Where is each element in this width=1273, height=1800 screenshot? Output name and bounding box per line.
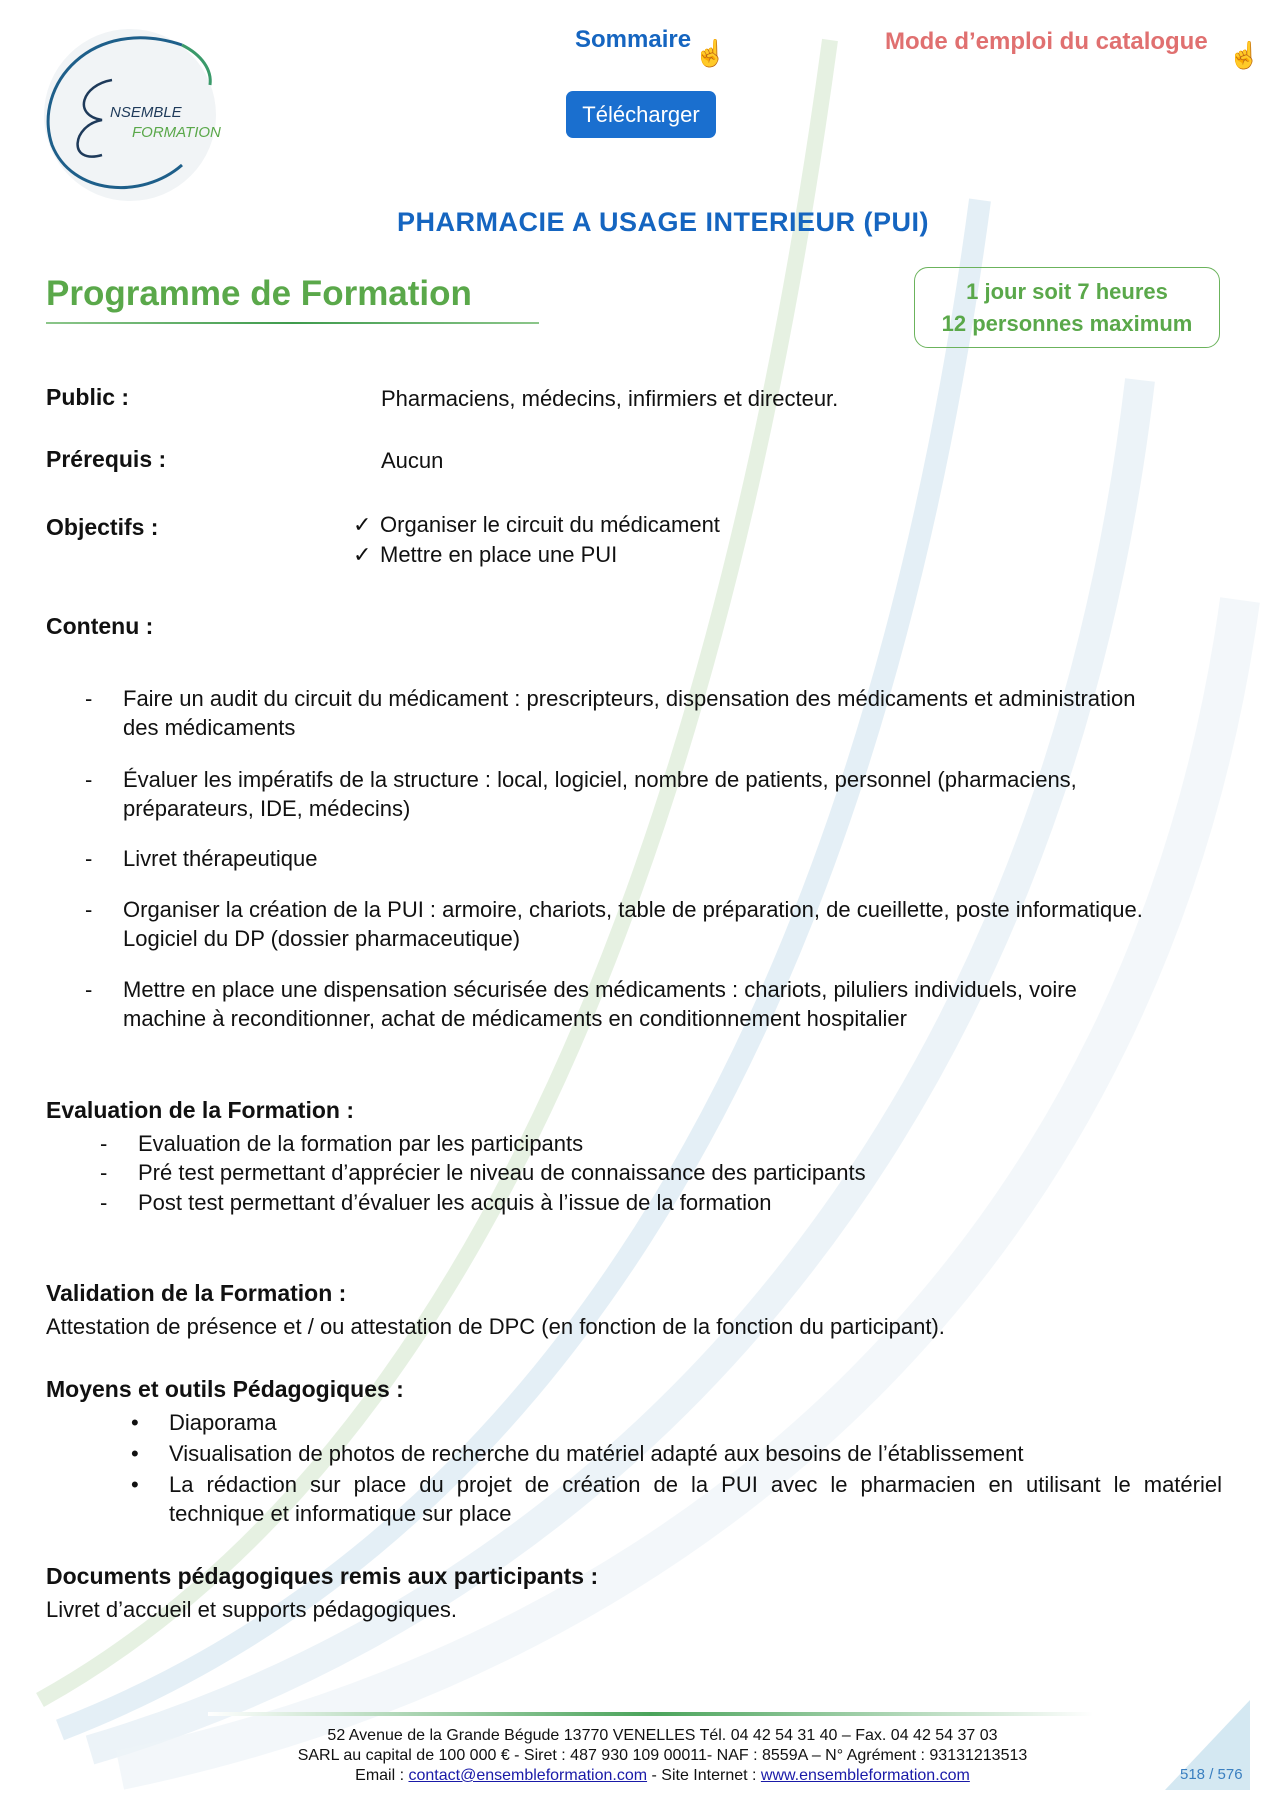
prerequis-label: Prérequis : <box>46 446 167 472</box>
evaluation-dash: - <box>100 1190 108 1215</box>
moyens-item: Visualisation de photos de recherche du matériel adapté aux besoins de l’établissement <box>169 1441 1024 1466</box>
footer-legal: SARL au capital de 100 000 € - Siret : 487 930 109 00011- NAF : 8559A – N° Agrément : 93131213513 <box>297 1747 1028 1764</box>
line: machine à reconditionner, achat de médicaments en conditionnement hospitalier <box>123 1006 907 1031</box>
line: Évaluer les impératifs de la structure : local, logiciel, nombre de patients, personnel (pharmaciens, <box>123 767 1077 792</box>
page-number: 518 / 576 <box>1180 1766 1243 1783</box>
validation-label: Validation de la Formation : <box>46 1280 347 1306</box>
website-link[interactable]: www.ensembleformation.com <box>760 1767 970 1784</box>
bullet-icon: • <box>131 1472 139 1497</box>
moyens-item: Diaporama <box>169 1410 277 1435</box>
capacity-text: 12 personnes maximum <box>941 310 1193 336</box>
line: des médicaments <box>123 715 296 740</box>
hand-pointer-icon: ☝ <box>694 38 727 68</box>
line: technique et informatique sur place <box>169 1501 512 1526</box>
duration-text: 1 jour soit 7 heures <box>966 278 1168 304</box>
check-icon: ✓ <box>353 542 372 567</box>
sommaire-link[interactable]: Sommaire <box>575 26 692 53</box>
svg-text:FORMATION: FORMATION <box>132 124 221 141</box>
evaluation-item: Post test permettant d’évaluer les acquis à l’issue de la formation <box>138 1190 772 1215</box>
contenu-item <box>123 895 1143 953</box>
site-label: - Site Internet : <box>647 1767 761 1784</box>
line: Logiciel du DP (dossier pharmaceutique) <box>123 926 521 951</box>
email-link[interactable]: contact@ensembleformation.com <box>408 1767 648 1784</box>
public-value: Pharmaciens, médecins, infirmiers et directeur. <box>381 386 839 411</box>
page-title: PHARMACIE A USAGE INTERIEUR (PUI) <box>396 207 930 237</box>
mode-emploi-link[interactable]: Mode d’emploi du catalogue <box>885 28 1208 55</box>
evaluation-dash: - <box>100 1160 108 1185</box>
line: Faire un audit du circuit du médicament : prescripteurs, dispensation des médicaments et administration <box>123 686 1136 711</box>
public-label: Public : <box>46 384 130 410</box>
footer-address: 52 Avenue de la Grande Bégude 13770 VENELLES Tél. 04 42 54 31 40 – Fax. 04 42 54 37 03 <box>327 1727 998 1744</box>
documents-text: Livret d’accueil et supports pédagogiques. <box>46 1597 457 1622</box>
telecharger-button[interactable]: Télécharger <box>566 91 716 138</box>
moyens-label: Moyens et outils Pédagogiques : <box>46 1376 404 1402</box>
evaluation-dash: - <box>100 1131 108 1156</box>
email-label: Email : <box>355 1767 409 1784</box>
contenu-item <box>123 844 317 873</box>
contenu-label: Contenu : <box>46 613 154 639</box>
line: préparateurs, IDE, médecins) <box>123 796 411 821</box>
svg-text:NSEMBLE: NSEMBLE <box>110 104 182 121</box>
bullet-icon: • <box>131 1410 139 1435</box>
objectif-item: Mettre en place une PUI <box>380 542 618 567</box>
objectifs-label: Objectifs : <box>46 514 159 540</box>
evaluation-item: Evaluation de la formation par les participants <box>138 1131 584 1156</box>
line: Livret thérapeutique <box>123 846 318 871</box>
line: La rédaction sur place du projet de création de la PUI avec le pharmacien en utilisant le matériel <box>169 1472 1222 1497</box>
line: Organiser la création de la PUI : armoire, chariots, table de préparation, de cueillette, poste informatique. <box>123 897 1143 922</box>
contenu-dash: - <box>85 767 93 792</box>
check-icon: ✓ <box>353 512 372 537</box>
documents-label: Documents pédagogiques remis aux participants : <box>46 1563 599 1589</box>
contenu-item <box>123 975 1077 1033</box>
hand-pointer-icon: ☝ <box>1228 40 1261 70</box>
contenu-dash: - <box>85 686 93 711</box>
contenu-item <box>123 765 1077 823</box>
heading-underline <box>46 322 539 324</box>
line: Mettre en place une dispensation sécurisée des médicaments : chariots, piluliers individuels, voire <box>123 977 1077 1002</box>
bullet-icon: • <box>131 1441 139 1466</box>
contenu-dash: - <box>85 897 93 922</box>
duration-box <box>914 267 1220 348</box>
footer-contact <box>0 1767 1273 1785</box>
validation-text: Attestation de présence et / ou attestation de DPC (en fonction de la fonction du participant). <box>46 1314 945 1339</box>
objectif-item: Organiser le circuit du médicament <box>380 512 720 537</box>
program-heading: Programme de Formation <box>46 274 472 313</box>
evaluation-item: Pré test permettant d’apprécier le niveau de connaissance des participants <box>138 1160 866 1185</box>
prerequis-value: Aucun <box>381 448 444 473</box>
contenu-dash: - <box>85 846 93 871</box>
contenu-dash: - <box>85 977 93 1002</box>
evaluation-label: Evaluation de la Formation : <box>46 1097 354 1123</box>
moyens-item <box>169 1470 1222 1528</box>
contenu-item <box>123 684 1136 742</box>
ensemble-formation-logo <box>32 25 229 203</box>
